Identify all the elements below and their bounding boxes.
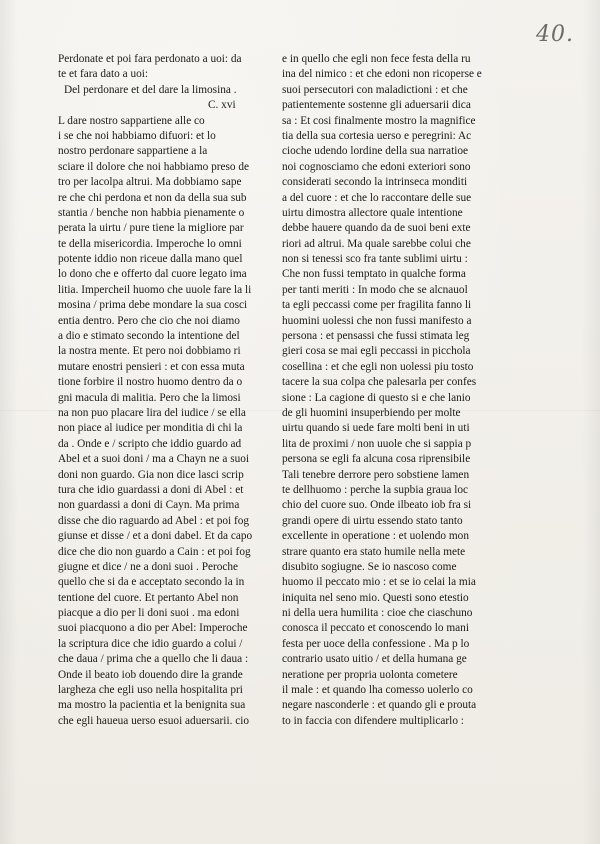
left-column-line: lo dono che e offerto dal cuore legato ima: [58, 268, 247, 281]
right-column-line: Tali tenebre derrore pero sobstiene lamen: [282, 468, 470, 481]
right-column-line: uirtu dimostra allectore quale intentione: [282, 206, 463, 219]
right-column-line: persona : et pensassi che fussi stimata leg: [282, 330, 470, 343]
left-column-line: ma mostro la pacientia et la benignita sua: [58, 699, 246, 712]
left-column-line: stantia / benche non habbia pienamente o: [58, 206, 245, 219]
right-column-line: cioche udendo lordine della sua narratioe: [282, 145, 469, 158]
left-column-line: che daua / prima che a quello che li daua :: [58, 653, 249, 666]
right-column-line: per tanti meriti : In modo che se alcnauol: [282, 283, 468, 296]
right-column-line: contrario usato uitio / et della humana ge: [282, 653, 467, 666]
right-column-line: conosca il peccato et conoscendo lo mani: [282, 622, 469, 635]
left-column-line: na non puo placare lira del iudice / se ella: [58, 406, 246, 419]
page-edge-shadow-right: [582, 0, 600, 844]
left-column-line: mosina / prima debe mondare la sua cosci: [58, 299, 248, 312]
right-column-line: grandi opere di uirtu essendo stato tanto: [282, 514, 463, 527]
right-column-line: chio del cuore suo. Onde ilbeato iob fra si: [282, 499, 472, 512]
left-column-line: quello che si da e acceptato secondo la in: [58, 576, 245, 589]
left-column-line: disse che dio raguardo ad Abel : et poi fog: [58, 514, 250, 527]
right-column-line: tacere la sua colpa che palesarla per confes: [282, 376, 477, 389]
left-column-line: te et fara dato a uoi:: [58, 68, 149, 81]
right-column-line: ta egli peccassi come per fragilita fanno li: [282, 299, 472, 312]
right-column-line: sa : Et cosi finalmente mostro la magnifice: [282, 114, 476, 127]
right-column-line: cosellina : et che egli non uolessi piu tosto: [282, 360, 474, 373]
right-column-line: te dellhuomo : perche la supbia graua loc: [282, 483, 469, 496]
left-column-line: suoi piacquono a dio per Abel: Imperoche: [58, 622, 248, 635]
right-column-line: persona se egli fa alcuna cosa riprensibile: [282, 453, 471, 466]
left-column-line: Onde il beato iob douendo dire la grande: [58, 668, 243, 681]
left-column-line: la nostra mente. Et pero noi dobbiamo ri: [58, 345, 241, 358]
right-column-line: non si tenessi sco fra tante sublimi uirtu :: [282, 253, 468, 266]
right-column-line: suoi persecutori con maladictioni : et che: [282, 83, 468, 96]
left-column-line: Perdonate et poi fara perdonato a uoi: da: [58, 53, 242, 65]
right-column-line: noi cognosciamo che edoni exteriori sono: [282, 160, 471, 173]
left-column-line: perata la uirtu / pure tiene la migliore par: [58, 222, 244, 235]
left-column-line: che egli haueua uerso esuoi aduersarii. cio: [58, 714, 250, 727]
right-column-line: gieri cosa se mai egli peccassi in picchola: [282, 345, 471, 358]
right-column-line: strare quanto era stato humile nella mete: [282, 545, 466, 558]
left-column-line: da . Onde e / scripto che iddio guardo ad: [58, 437, 242, 450]
left-column-line: te della misericordia. Imperoche lo omni: [58, 237, 242, 250]
right-column-line: considerati secondo la intrinseca monditi: [282, 176, 468, 189]
left-column-line: sciare il dolore che noi habbiamo preso de: [58, 160, 250, 173]
right-column-line: patientemente sostenne gli aduersarii dica: [282, 99, 471, 112]
left-column-line: Del perdonare et del dare la limosina .: [64, 83, 237, 96]
right-column-line: riori ad altrui. Ma quale sarebbe colui che: [282, 237, 471, 250]
right-column-line: a del cuore : et che lo raccontare delle sue: [282, 191, 472, 204]
left-column-line: C. xvi: [208, 99, 236, 112]
right-column-line: e in quello che egli non fece festa della ru: [282, 53, 471, 65]
right-column-line: de gli huomini insuperbiendo per molte: [282, 406, 461, 419]
right-column-line: neratione per propria uolonta cometere: [282, 668, 458, 681]
left-text-column: [58, 52, 280, 729]
folio-number: 40.: [536, 22, 574, 47]
left-column-line: litia. Impercheil huomo che uuole fare la li: [58, 283, 252, 296]
left-column-line: tione forbire il nostro huomo dentro da o: [58, 376, 243, 389]
right-column-line: uirtu quando si uede fare molti beni in uti: [282, 422, 470, 435]
left-column-line: tura che idio guardassi a doni di Abel : et: [58, 483, 244, 496]
right-column-line: negare nasconderle : et quando gli e prouta: [282, 699, 477, 712]
left-column-line: L dare nostro sappartiene alle co: [58, 114, 205, 127]
left-column-line: nostro perdonare sappartiene a la: [58, 145, 208, 158]
right-column-line: excellente in operatione : et uolendo mon: [282, 530, 469, 543]
right-column-line: to in faccia con difendere multiplicarlo :: [282, 714, 464, 727]
left-column-line: gni macula di malitia. Pero che la limosi: [58, 391, 241, 404]
right-column-line: debbe hauere quando da de suoi beni exte: [282, 222, 471, 235]
left-column-line: largheza che egli uso nella hospitalita pri: [58, 684, 243, 697]
left-column-line: potente iddio non riceue dalla mano quel: [58, 253, 243, 266]
right-column-line: Che non fussi temptato in qualche forma: [282, 268, 466, 281]
right-column-line: tia della sua cortesia uerso e peregrini: Ac: [282, 129, 472, 142]
left-column-line: giunse et disse / et a doni dabel. Et da capo: [58, 530, 253, 543]
left-column-line: tentione del cuore. Et pertanto Abel non: [58, 591, 239, 604]
left-column-line: non guardassi a doni di Cayn. Ma prima: [58, 499, 240, 512]
left-column-line: mutare enostri pensieri : et con essa muta: [58, 360, 245, 373]
right-column-line: festa per uoce della confessione . Ma p lo: [282, 637, 470, 650]
left-column-line: giugne et dice / ne a doni suoi . Peroche: [58, 560, 239, 573]
left-column-line: dice che dio non guardo a Cain : et poi fog: [58, 545, 251, 558]
page-edge-shadow-left: [0, 0, 18, 844]
right-column-line: lita de proximi / non uuole che si sappia p: [282, 437, 472, 450]
right-column-line: huomo il peccato mio : et se io celai la mia: [282, 576, 476, 589]
left-column-line: a dio e stimato secondo la intentione del: [58, 330, 240, 343]
right-text-column: [282, 52, 524, 729]
left-column-line: re che chi perdona et non da della sua sub: [58, 191, 247, 204]
left-column-line: piacque a dio per li doni suoi . ma edoni: [58, 607, 240, 620]
left-column-line: entia dentro. Pero che cio che noi diamo: [58, 314, 240, 327]
right-column-line: ina del nimico : et che edoni non ricoperse e: [282, 68, 482, 81]
left-column-line: Abel et a suoi doni / ma a Chayn ne a suoi: [58, 453, 250, 466]
left-column-line: doni non guardo. Gia non dice lasci scrip: [58, 468, 244, 481]
right-column-line: sione : La cagione di questo si e che lanio: [282, 391, 471, 404]
right-column-line: il male : et quando lha comesso uolerlo co: [282, 684, 473, 697]
left-column-line: i se che noi habbiamo difuori: et lo: [58, 129, 216, 142]
right-column-line: iniquita nel seno mio. Questi sono etestio: [282, 591, 469, 604]
right-column-line: huomini uolessi che non fussi manifesto a: [282, 314, 472, 327]
right-column-line: disubito sogiugne. Se io nascoso come: [282, 560, 457, 573]
left-column-line: tro per lacolpa altrui. Ma dobbiamo sape: [58, 176, 242, 189]
left-column-line: non piace al iudice per monditia di chi la: [58, 422, 243, 435]
left-column-line: la scriptura dice che idio guardo a colui /: [58, 637, 243, 650]
right-column-line: ni della uera humilita : cioe che ciaschuno: [282, 607, 473, 620]
